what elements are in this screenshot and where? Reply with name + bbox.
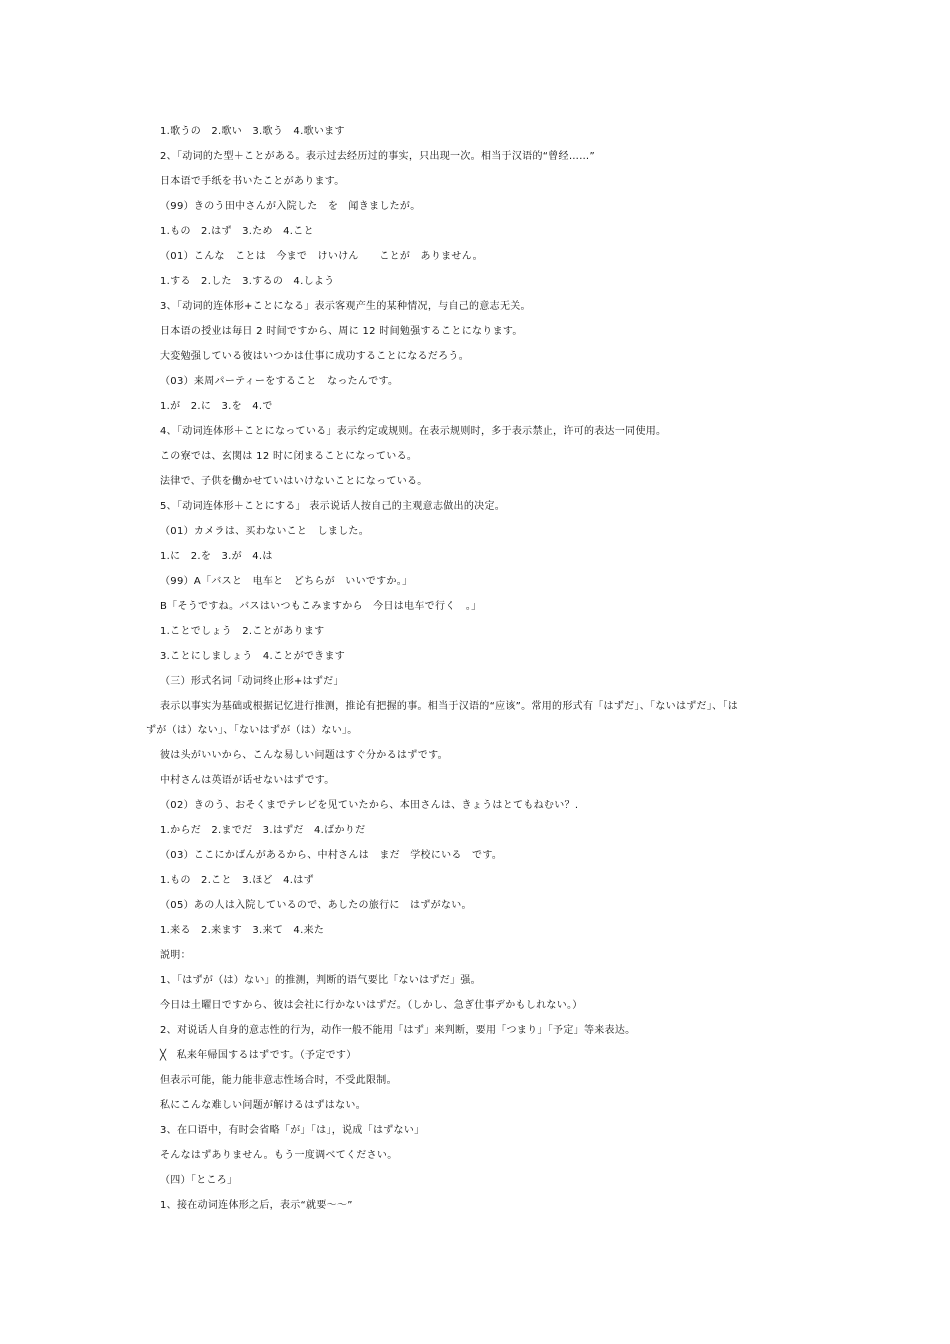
text-line: 1.からだ 2.までだ 3.はずだ 4.ばかりだ: [160, 825, 366, 836]
text-line: 1.ことでしょう 2.ことがあります: [160, 626, 325, 637]
text-line: そんなはずありません。もう一度调べてください。: [160, 1150, 398, 1161]
text-line: 1.が 2.に 3.を 4.で: [160, 401, 273, 412]
text-line: （四）「ところ」: [160, 1175, 238, 1186]
text-line: 1.もの 2.はず 3.ため 4.こと: [160, 226, 314, 237]
text-line: 表示以事实为基础或根据记忆进行推测，推论有把握的事。相当于汉语的“应该”。常用的形式有「はずだ」、「ないはずだ」、「は: [160, 701, 739, 712]
text-line: 4、「动词连体形＋ことになっている」表示约定或规则。在表示规则时，多于表示禁止，许可的表达一同使用。: [160, 426, 667, 437]
text-line: 1、接在动词连体形之后，表示“就要～～”: [160, 1200, 353, 1211]
text-line: 1.もの 2.こと 3.ほど 4.はず: [160, 875, 314, 886]
text-line: 1.歌うの 2.歌い 3.歌う 4.歌います: [160, 126, 345, 137]
text-line: （三）形式名词「动词终止形+はずだ」: [160, 676, 344, 687]
text-line: （99）きのう田中さんが入院した を 闻きましたが。: [160, 201, 421, 212]
text-line: ずが（は）ない」、「ないはずが（は）ない」。: [146, 725, 358, 736]
text-line: （01）こんな ことは 今まで けいけん ことが ありません。: [160, 251, 483, 262]
text-line: B「そうですね。バスはいつもこみますから 今日は电车で行く 。」: [160, 601, 482, 612]
text-line: 2、对说话人自身的意志性的行为，动作一般不能用「はず」来判断，要用「つまり」「予定」等来表达。: [160, 1025, 636, 1036]
text-line: 1.来る 2.来ます 3.来て 4.来た: [160, 925, 325, 936]
text-line: 中村さんは英语が话せないはずです。: [160, 775, 335, 786]
text-line: 3、在口语中，有时会省略「が」「は」，说成「はずない」: [160, 1125, 425, 1136]
text-line: 法律で、子供を働かせていはいけないことになっている。: [160, 476, 428, 487]
text-line: （05）あの人は入院しているので、あしたの旅行に はずがない。: [160, 900, 472, 911]
text-line: （03）来周パーティーをすること なったんです。: [160, 376, 399, 387]
text-line: 大変勉强している彼はいつかは仕事に成功することになるだろう。: [160, 351, 469, 362]
text-line: 説明：: [160, 950, 191, 961]
text-line: 1.に 2.を 3.が 4.は: [160, 551, 273, 562]
text-line: （01）カメラは、买わないこと しました。: [160, 526, 370, 537]
text-line: 日本语で手纸を书いたことがあります。: [160, 176, 345, 187]
text-line: この寮では、玄関は 12 时に闭まることになっている。: [160, 451, 418, 462]
text-line: 私にこんな难しい问题が解けるはずはない。: [160, 1100, 366, 1111]
text-line: （99）A「バスと 电车と どちらが いいですか。」: [160, 576, 413, 587]
text-line: 1.する 2.した 3.するの 4.しよう: [160, 276, 335, 287]
text-line: 5、「动词连体形＋ことにする」 表示说话人按自己的主观意志做出的决定。: [160, 501, 506, 512]
text-line: 日本语の授业は毎日 2 时间ですから、周に 12 时间勉强することになります。: [160, 326, 523, 337]
text-line: 彼は头がいいから、こんな易しい问题はすぐ分かるはずです。: [160, 750, 448, 761]
text-line: 今日は土曜日ですから、彼は会社に行かないはずだ。（しかし、急ぎ仕事デかもしれない。）: [160, 1000, 583, 1011]
text-line: ╳ 私来年帰国するはずです。（予定です）: [160, 1050, 357, 1061]
text-line: 3、「动词的连体形+ことになる」表示客观产生的某种情况，与自己的意志无关。: [160, 301, 531, 312]
text-line: 3.ことにしましょう 4.ことができます: [160, 651, 346, 662]
text-line: 1、「はずが（は）ない」的推测，判断的语气要比「ないはずだ」强。: [160, 975, 481, 986]
text-line: （02）きのう、おそくまでテレビを见ていたから、本田さんは、きょうはとてもねむい？.: [160, 800, 579, 811]
text-line: 2、「动词的た型＋ことがある。表示过去经历过的事实，只出现一次。相当于汉语的“曾经……”: [160, 151, 595, 162]
text-line: （03）ここにかばんがあるから、中村さんは まだ 学校にいる です。: [160, 850, 503, 861]
text-line: 但表示可能，能力能非意志性场合时，不受此限制。: [160, 1075, 397, 1086]
